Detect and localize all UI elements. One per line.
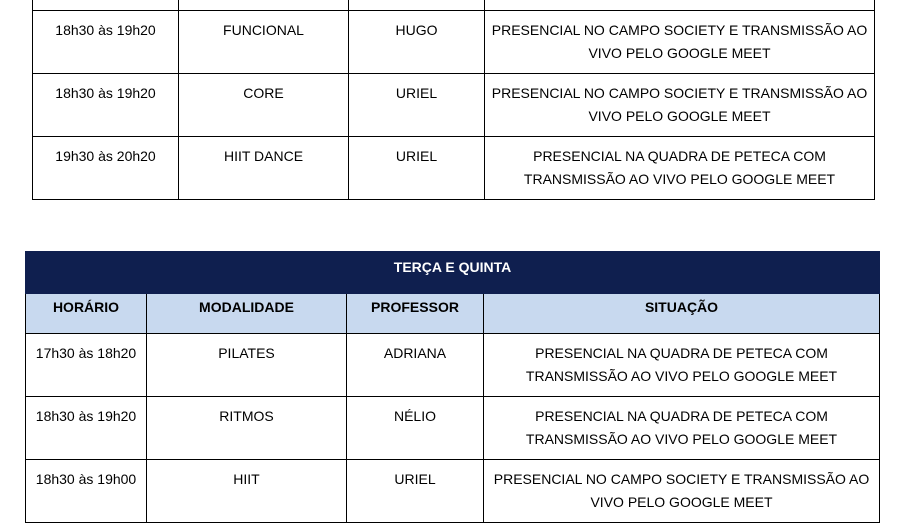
- table-row: [33, 0, 875, 11]
- professor-cell: URIEL: [349, 74, 485, 137]
- modalidade-cell: CORE: [179, 74, 349, 137]
- header-situacao: SITUAÇÃO: [484, 294, 880, 334]
- header-professor: PROFESSOR: [347, 294, 484, 334]
- situacao-cell: PRESENCIAL NO CAMPO SOCIETY E TRANSMISSÃO AO VIVO PELO GOOGLE MEET: [485, 11, 875, 74]
- header-horario: HORÁRIO: [26, 294, 147, 334]
- modalidade-cell: [179, 0, 349, 11]
- table-title: TERÇA E QUINTA: [26, 252, 880, 294]
- situacao-cell: PRESENCIAL NA QUADRA DE PETECA COM TRANSMISSÃO AO VIVO PELO GOOGLE MEET: [484, 334, 880, 397]
- table-row: [33, 11, 875, 74]
- header-modalidade: MODALIDADE: [147, 294, 347, 334]
- schedule-table-previous: [32, 0, 875, 200]
- professor-cell: ADRIANA: [347, 334, 484, 397]
- modalidade-cell: HIIT DANCE: [179, 137, 349, 200]
- professor-cell: URIEL: [347, 460, 484, 523]
- horario-cell: [33, 0, 179, 11]
- schedule-table-terca-quinta: [25, 251, 880, 523]
- professor-cell: HUGO: [349, 11, 485, 74]
- modalidade-cell: PILATES: [147, 334, 347, 397]
- professor-cell: [349, 0, 485, 11]
- modalidade-cell: FUNCIONAL: [179, 11, 349, 74]
- table-title-row: [26, 252, 880, 294]
- table-header-row: [26, 294, 880, 334]
- horario-cell: 18h30 às 19h20: [26, 397, 147, 460]
- situacao-cell: PRESENCIAL NA QUADRA DE PETECA COM TRANSMISSÃO AO VIVO PELO GOOGLE MEET: [484, 397, 880, 460]
- professor-cell: URIEL: [349, 137, 485, 200]
- horario-cell: 18h30 às 19h20: [33, 74, 179, 137]
- modalidade-cell: RITMOS: [147, 397, 347, 460]
- situacao-cell: PRESENCIAL NO CAMPO SOCIETY E TRANSMISSÃO AO VIVO PELO GOOGLE MEET: [484, 460, 880, 523]
- horario-cell: 19h30 às 20h20: [33, 137, 179, 200]
- table-row: [26, 397, 880, 460]
- horario-cell: 18h30 às 19h20: [33, 11, 179, 74]
- table-row: [33, 137, 875, 200]
- professor-cell: NÉLIO: [347, 397, 484, 460]
- situacao-cell: PRESENCIAL NO CAMPO SOCIETY E TRANSMISSÃO AO VIVO PELO GOOGLE MEET: [485, 74, 875, 137]
- modalidade-cell: HIIT: [147, 460, 347, 523]
- table-row: [33, 74, 875, 137]
- table-row: [26, 460, 880, 523]
- horario-cell: 18h30 às 19h00: [26, 460, 147, 523]
- situacao-cell: PRESENCIAL NA QUADRA DE PETECA COM TRANSMISSÃO AO VIVO PELO GOOGLE MEET: [485, 137, 875, 200]
- situacao-cell: [485, 0, 875, 11]
- horario-cell: 17h30 às 18h20: [26, 334, 147, 397]
- table-row: [26, 334, 880, 397]
